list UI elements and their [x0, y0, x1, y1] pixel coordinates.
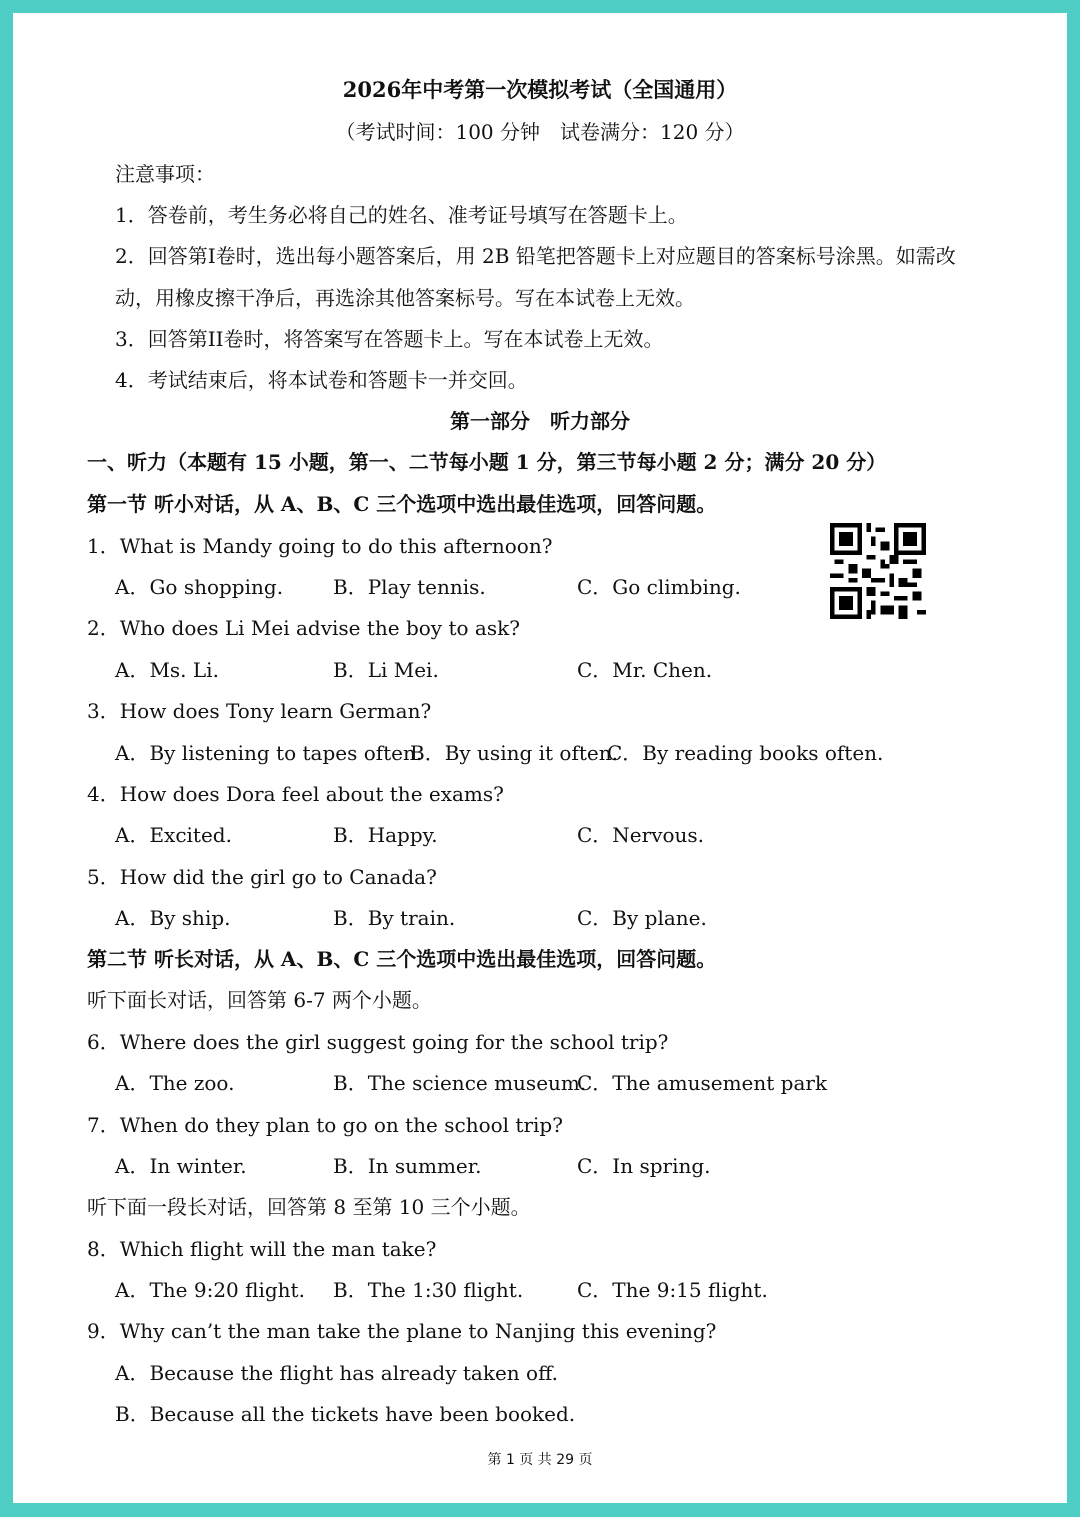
exam-subtitle: （考试时间：100 分钟 试卷满分：120 分）	[335, 120, 745, 144]
option-c: C．Mr. Chen.	[577, 658, 713, 682]
question-9: 9．Why can’t the man take the plane to Nanjing this evening?	[87, 1319, 717, 1343]
option-b: B．The science museum.	[333, 1071, 587, 1095]
instruction-6-7: 听下面长对话，回答第 6-7 两个小题。	[87, 988, 432, 1012]
notice-item: 4．考试结束后，将本试卷和答题卡一并交回。	[115, 368, 528, 392]
notice-item: 动，用橡皮擦干净后，再选涂其他答案标号。写在本试卷上无效。	[115, 286, 695, 310]
option-a: A．By listening to tapes often.	[115, 741, 423, 765]
option-c: C．Go climbing.	[577, 575, 741, 599]
option-b: B．The 1:30 flight.	[333, 1278, 524, 1302]
option-c: C．By reading books often.	[607, 741, 884, 765]
page-footer: 第 1 页 共 29 页	[487, 1452, 593, 1468]
option-a: A．In winter.	[115, 1154, 247, 1178]
section-heading: 一、听力（本题有 15 小题，第一、二节每小题 1 分，第三节每小题 2 分；满分 20 分）	[87, 450, 887, 474]
option-b: B．By using it often.	[410, 741, 618, 765]
notice-item: 2．回答第I卷时，选出每小题答案后，用 2B 铅笔把答题卡上对应题目的答案标号涂黑。如需改	[115, 244, 956, 268]
question-2: 2．Who does Li Mei advise the boy to ask?	[87, 616, 520, 640]
subsection-2-heading: 第二节 听长对话，从 A、B、C 三个选项中选出最佳选项，回答问题。	[87, 947, 717, 971]
question-3: 3．How does Tony learn German?	[87, 699, 432, 723]
option-a: A．The 9:20 flight.	[115, 1278, 305, 1302]
question-5: 5．How did the girl go to Canada?	[87, 865, 437, 889]
option-a: A．Excited.	[115, 823, 232, 847]
question-4: 4．How does Dora feel about the exams?	[87, 782, 504, 806]
exam-page	[13, 13, 1067, 1503]
option-a: A．By ship.	[115, 906, 231, 930]
option-b: B．In summer.	[333, 1154, 482, 1178]
question-1: 1．What is Mandy going to do this afternoon?	[87, 534, 553, 558]
notice-item: 1．答卷前，考生务必将自己的姓名、准考证号填写在答题卡上。	[115, 203, 688, 227]
option-b: B．By train.	[333, 906, 456, 930]
question-7: 7．When do they plan to go on the school trip?	[87, 1113, 563, 1137]
option-b: B．Li Mei.	[333, 658, 439, 682]
option-c: C．Nervous.	[577, 823, 705, 847]
option-a: A．The zoo.	[115, 1071, 235, 1095]
option-c: C．The 9:15 flight.	[577, 1278, 768, 1302]
question-8: 8．Which flight will the man take?	[87, 1237, 437, 1261]
notice-heading: 注意事项：	[115, 162, 215, 186]
option-c: C．The amusement park	[577, 1071, 828, 1095]
qr-code-image	[825, 523, 931, 619]
option-c: C．By plane.	[577, 906, 707, 930]
option-b: B．Happy.	[333, 823, 438, 847]
notice-item: 3．回答第II卷时，将答案写在答题卡上。写在本试卷上无效。	[115, 327, 664, 351]
option-b: B．Play tennis.	[333, 575, 486, 599]
option-b: B．Because all the tickets have been booked.	[115, 1402, 576, 1426]
instruction-8-10: 听下面一段长对话，回答第 8 至第 10 三个小题。	[87, 1195, 531, 1219]
question-6: 6．Where does the girl suggest going for the school trip?	[87, 1030, 669, 1054]
part-title: 第一部分 听力部分	[450, 409, 630, 433]
subsection-1-heading: 第一节 听小对话，从 A、B、C 三个选项中选出最佳选项，回答问题。	[87, 492, 717, 516]
option-c: C．In spring.	[577, 1154, 711, 1178]
option-a: A．Go shopping.	[115, 575, 284, 599]
exam-title: 2026年中考第一次模拟考试（全国通用）	[342, 77, 738, 102]
option-a: A．Because the flight has already taken off.	[115, 1361, 558, 1385]
option-a: A．Ms. Li.	[115, 658, 219, 682]
